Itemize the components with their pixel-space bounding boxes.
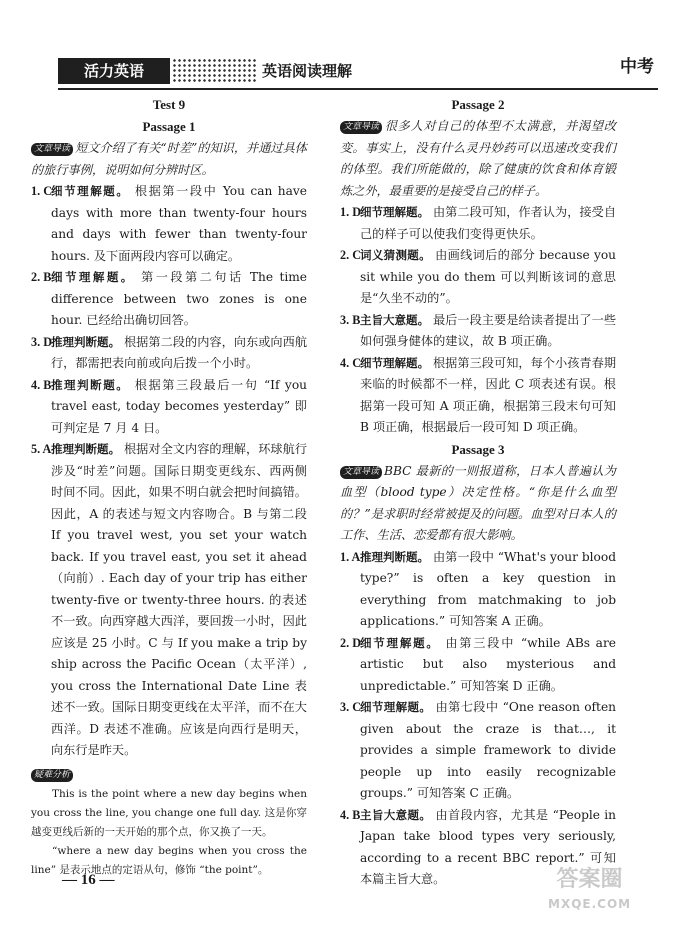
answer-item: 4. C 细节理解题。 根据第三段可知，每个小孩青春期来临的时候都不一样，因此 C 项表述有误。根据第一段可知 A 项正确，根据第三段末句可知 B 项正确，根据最后一段可知 D 项正确。 bbox=[340, 355, 617, 434]
passage-3-title: Passage 3 bbox=[451, 441, 505, 457]
answer-item: 4. B 推理判断题。 根据第三段最后一句 “If you travel east, today becomes yesterday” 即可判定是 7 月 4 日。 bbox=[31, 377, 307, 435]
passage-2-title: Passage 2 bbox=[451, 97, 505, 112]
answer-item: 4. B 主旨大意题。 由首段内容，尤其是 “People in Japan take blood types very seriously, according to a recent BBC report.” 可知本篇主旨大意。 bbox=[340, 807, 617, 886]
answer-item: 1. A 推理判断题。 由第一段中 “What's your blood type?” is often a key question in everything from matchmaking to job applications.” 可知答案 A 正确。 bbox=[340, 549, 617, 628]
watermark-logo: 答案圈 MXQE.COM bbox=[548, 867, 632, 911]
difficulty-tag: 疑难分析 bbox=[31, 769, 73, 782]
right-column bbox=[340, 94, 616, 891]
answer-item: 3. B 主旨大意题。 最后一段主要是给读者提出了一些如何强身健体的建议，故 B 项正确。 bbox=[340, 312, 617, 348]
page-header bbox=[58, 56, 658, 86]
left-column bbox=[31, 94, 307, 880]
passage-3-intro: 文章导读 BBC 最新的一则报道称，日本人普遍认为血型（blood type）决定性格。“你是什么血型的？”是求职时经常被提及的问题。血型对日本人的工作、生活、恋爱都有很大影响。 bbox=[340, 463, 616, 542]
guide-tag: 文章导读 bbox=[340, 121, 382, 134]
answer-item: 3. D 推理判断题。 根据第二段的内容，向东或向西航行，都需把表向前或向后拨一个小时。 bbox=[31, 334, 308, 370]
answer-item: 5. A 推理判断题。 根据对全文内容的理解，环球航行涉及“时差”问题。国际日期变更线东、西两侧时间不同。因此，如果不明白就会把时间搞错。因此，A 的表述与短文内容吻合。B 与第二段 If you travel west, you set your watch back. If you travel east, you set it ahead（向前）. Each day of your trip has either twenty-five or twenty-three hours. 的表述不一致。向西穿越大西洋，要回拨一小时，因此应该是 25 小时。C 与 If you make a trip by ship across the Pacific Ocean（太平洋）, you cross the International Date Line 表述不一致。国际日期变更线在太平洋，而不在大西洋。D 表述不准确。应该是向西行是明天，向东行是昨天。 bbox=[31, 442, 308, 757]
answer-item: 3. C 细节理解题。 由第七段中 “One reason often given about the craze is that…, it provides a simple framework to divide people up into easily recognizable groups.” 可知答案 C 正确。 bbox=[340, 700, 617, 800]
answer-item: 1. D 细节理解题。 由第二段可知，作者认为，接受自己的样子可以使我们变得更快乐。 bbox=[340, 205, 617, 241]
header-rule bbox=[58, 88, 658, 90]
answer-item: 2. C 词义猜测题。 由画线词后的部分 because you sit while you do them 可以判断该词的意思是“久坐不动的”。 bbox=[340, 248, 617, 305]
note-paragraph: This is the point where a new day begins when you cross the line, you change one full day. 这是你穿越变更线后新的一天开始的那个点，你又换了一天。 bbox=[31, 788, 307, 838]
note-paragraph: “where a new day begins when you cross the line” 是表示地点的定语从句，修饰 “the point”。 bbox=[31, 845, 307, 876]
passage-1-intro: 文章导读 短文介绍了有关“时差”的知识，并通过具体的旅行事例，说明如何分辨时区。 bbox=[31, 141, 307, 177]
series-label: 活力英语 bbox=[58, 58, 170, 84]
answer-item: 2. D 细节理解题。 由第三段中 “while ABs are artistic but also mysterious and unpredictable.” 可知答案 D 正确。 bbox=[340, 635, 616, 693]
guide-tag: 文章导读 bbox=[31, 143, 73, 156]
page-number: — 16 — bbox=[62, 872, 115, 888]
section-label: 英语阅读理解 bbox=[262, 62, 353, 80]
dot-pattern bbox=[172, 58, 258, 84]
difficulty-heading bbox=[31, 764, 307, 786]
answer-item: 2. B 细节理解题。 第一段第二句话 The time difference between two zones is one hour. 已经给出确切回答。 bbox=[31, 270, 308, 327]
level-label: 中考 bbox=[620, 57, 654, 77]
test-title: Test 9 bbox=[152, 97, 186, 112]
answer-item: 1. C 细节理解题。 根据第一段中 You can have days with more than twenty-four hours and days with fewer than twenty-four hours. 及下面两段内容可以确定。 bbox=[31, 184, 308, 263]
passage-1-title: Passage 1 bbox=[142, 119, 196, 134]
passage-2-intro: 文章导读 很多人对自己的体型不太满意，并渴望改变。事实上，没有什么灵丹妙药可以迅速改变我们的体型。我们所能做的，除了健康的饮食和体育锻炼之外，最重要的是接受自己的样子。 bbox=[340, 119, 616, 198]
guide-tag: 文章导读 bbox=[340, 466, 382, 479]
